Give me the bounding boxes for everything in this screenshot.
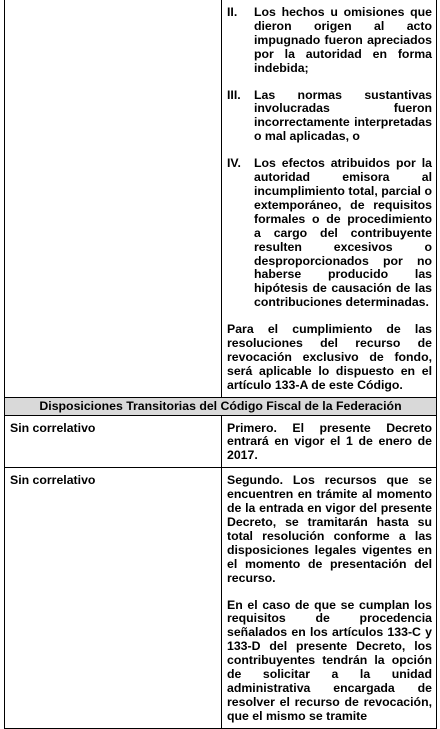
closing-paragraph: Para el cumplimiento de las resoluciones del recurso de revocación exclusivo de fondo, será aplicable lo dispuesto en el artículo 133-A de este Código. — [227, 322, 432, 392]
list-item — [227, 6, 432, 76]
comparison-table — [4, 0, 437, 729]
right-cell-fractions — [222, 0, 437, 397]
item-text: Las normas sustantivas involucradas fueron incorrectamente interpretadas o mal aplicadas, o — [254, 87, 432, 144]
right-cell-text — [222, 415, 437, 468]
item-number: IV. — [227, 156, 241, 171]
section-header-row — [5, 397, 437, 415]
article-paragraph: Primero. El presente Decreto entrará en vigor el 1 de enero de 2017. — [227, 420, 432, 463]
list-item — [227, 89, 432, 145]
list-item — [227, 157, 432, 310]
left-cell-label: Sin correlativo — [5, 415, 222, 468]
article-paragraph: Segundo. Los recursos que se encuentren en trámite al momento de la entrada en vigor del presente Decreto, se tramitarán hasta su total resolución conforme a las disposiciones legales vigentes en el momento de presentación del recurso. — [227, 473, 432, 585]
table-row — [5, 415, 437, 468]
table-row — [5, 0, 437, 397]
item-number: II. — [227, 5, 238, 19]
article-paragraph: En el caso de que se cumplan los requisitos de procedencia señalados en los artículos 133-C y 133-D del presente Decreto, los contribuyentes tendrán la opción de solicitar a la unidad administrativa encargada de resolver el recurso de revocación, que el mismo se tramite — [227, 597, 432, 723]
item-text: Los efectos atribuidos por la autoridad emisora al incumplimiento total, parcial o extemporáneo, de requisitos formales o de procedimiento a cargo del contribuyente resulten excesivos o desproporcionados por no haberse producido las hipótesis de causación de las contribuciones determinadas. — [254, 156, 432, 310]
item-number: III. — [227, 87, 241, 102]
item-text: Los hechos u omisiones que dieron origen al acto impugnado fueron apreciados por la autoridad en forma indebida; — [254, 5, 432, 75]
section-header: Disposiciones Transitorias del Código Fiscal de la Federación — [5, 397, 437, 415]
right-cell-text — [222, 468, 437, 728]
left-cell-empty — [5, 0, 222, 397]
table-row — [5, 468, 437, 728]
left-cell-label: Sin correlativo — [5, 468, 222, 728]
